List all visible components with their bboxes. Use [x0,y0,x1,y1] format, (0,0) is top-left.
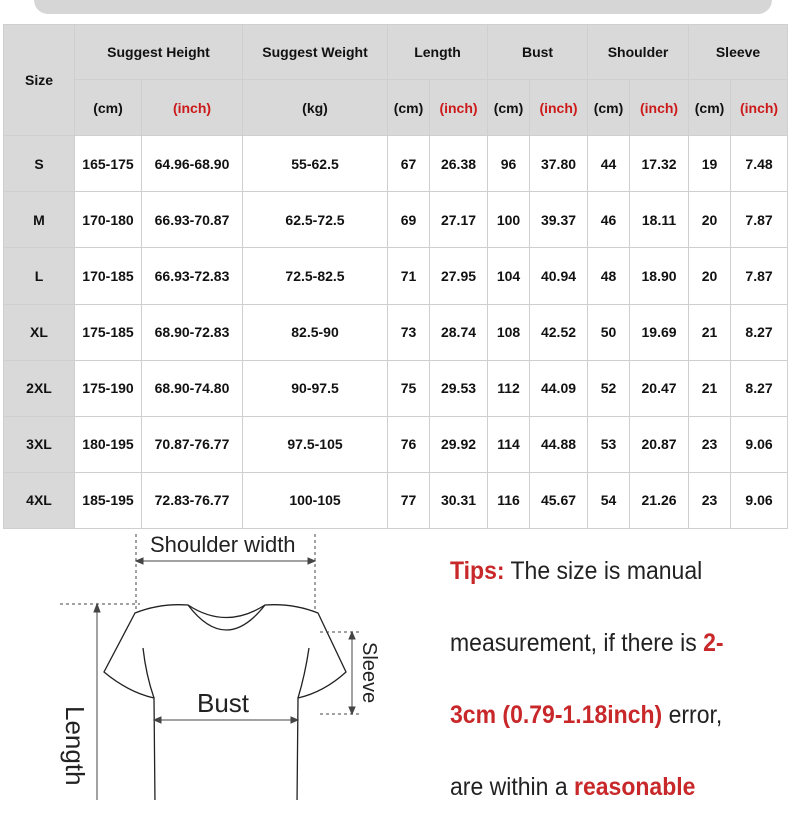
table-cell: 90-97.5 [243,360,388,416]
table-cell: 68.90-74.80 [142,360,243,416]
table-cell: 44.09 [530,360,588,416]
column-header-height: Suggest Height [75,25,243,80]
table-cell: 20 [689,192,731,248]
table-cell: 18.11 [630,192,689,248]
table-cell: 165-175 [75,136,142,192]
table-cell: 71 [388,248,430,304]
table-cell: 20 [689,248,731,304]
table-cell: 17.32 [630,136,689,192]
table-cell: 180-195 [75,416,142,472]
table-cell: 23 [689,416,731,472]
tips-highlight: 2- [703,629,724,657]
column-header-bust: Bust [488,25,588,80]
table-cell: 68.90-72.83 [142,304,243,360]
tips-text: error, [662,701,723,729]
table-cell: 50 [588,304,630,360]
size-label: M [4,192,75,248]
table-cell: 76 [388,416,430,472]
table-cell: 66.93-70.87 [142,192,243,248]
tshirt-measurement-diagram [0,530,430,800]
table-cell: 26.38 [430,136,488,192]
table-cell: 40.94 [530,248,588,304]
table-cell: 185-195 [75,472,142,528]
table-cell: 46 [588,192,630,248]
table-cell: 37.80 [530,136,588,192]
unit-cm: (cm) [588,80,630,136]
table-cell: 75 [388,360,430,416]
column-header-shoulder: Shoulder [588,25,689,80]
unit-cm: (cm) [388,80,430,136]
table-cell: 9.06 [731,416,788,472]
table-cell: 45.67 [530,472,588,528]
column-header-weight: Suggest Weight [243,25,388,80]
tips-line-3 [450,679,767,751]
table-cell: 53 [588,416,630,472]
column-header-length: Length [388,25,488,80]
unit-inch: (inch) [731,80,788,136]
table-cell: 66.93-72.83 [142,248,243,304]
table-cell: 7.87 [731,248,788,304]
tips-line-2 [450,607,767,679]
table-cell: 64.96-68.90 [142,136,243,192]
tips-highlight: reasonable [574,773,696,801]
table-cell: 19.69 [630,304,689,360]
table-cell: 114 [488,416,530,472]
tips-line-4 [450,751,767,823]
size-header: Size [4,25,75,136]
table-cell: 21.26 [630,472,689,528]
table-row [4,360,788,416]
table-cell: 29.92 [430,416,488,472]
table-row [4,416,788,472]
table-cell: 42.52 [530,304,588,360]
table-cell: 82.5-90 [243,304,388,360]
size-label: XL [4,304,75,360]
table-row [4,248,788,304]
table-cell: 8.27 [731,304,788,360]
column-header-sleeve: Sleeve [689,25,788,80]
tips-line-1 [450,535,767,607]
table-cell: 116 [488,472,530,528]
measurement-guide-lines [60,534,360,800]
table-cell: 30.31 [430,472,488,528]
unit-cm: (cm) [75,80,142,136]
table-cell: 7.48 [731,136,788,192]
table-cell: 27.95 [430,248,488,304]
table-cell: 28.74 [430,304,488,360]
size-label: S [4,136,75,192]
length-label: Length [60,706,90,786]
table-cell: 73 [388,304,430,360]
table-cell: 67 [388,136,430,192]
sleeve-label: Sleeve [358,642,380,704]
unit-inch: (inch) [530,80,588,136]
shoulder-width-label: Shoulder width [150,532,296,557]
table-cell: 96 [488,136,530,192]
table-cell: 7.87 [731,192,788,248]
size-label: 2XL [4,360,75,416]
table-cell: 62.5-72.5 [243,192,388,248]
table-cell: 21 [689,360,731,416]
table-cell: 20.47 [630,360,689,416]
table-cell: 9.06 [731,472,788,528]
table-cell: 72.5-82.5 [243,248,388,304]
table-cell: 20.87 [630,416,689,472]
table-row [4,472,788,528]
tips-label: Tips: [450,557,505,585]
tips-highlight: 3cm (0.79-1.18inch) [450,701,663,729]
tips-note [450,535,767,823]
unit-kg: (kg) [243,80,388,136]
size-chart-table [3,24,788,529]
unit-inch: (inch) [630,80,689,136]
table-cell: 52 [588,360,630,416]
bust-label: Bust [197,688,250,718]
top-banner-bar [34,0,772,14]
table-cell: 23 [689,472,731,528]
table-cell: 70.87-76.77 [142,416,243,472]
table-cell: 100-105 [243,472,388,528]
table-cell: 175-185 [75,304,142,360]
table-cell: 39.37 [530,192,588,248]
table-cell: 29.53 [430,360,488,416]
table-cell: 44.88 [530,416,588,472]
table-cell: 21 [689,304,731,360]
table-cell: 104 [488,248,530,304]
table-cell: 54 [588,472,630,528]
table-row [4,136,788,192]
table-cell: 97.5-105 [243,416,388,472]
tips-text: are within a [450,773,575,801]
table-cell: 170-180 [75,192,142,248]
size-rows [4,136,788,529]
unit-inch: (inch) [430,80,488,136]
size-label: L [4,248,75,304]
table-cell: 72.83-76.77 [142,472,243,528]
table-cell: 48 [588,248,630,304]
unit-cm: (cm) [488,80,530,136]
table-cell: 175-190 [75,360,142,416]
table-cell: 18.90 [630,248,689,304]
table-cell: 19 [689,136,731,192]
table-cell: 112 [488,360,530,416]
unit-inch: (inch) [142,80,243,136]
tips-text: measurement, if there is [450,629,704,657]
table-cell: 55-62.5 [243,136,388,192]
table-row [4,304,788,360]
table-cell: 8.27 [731,360,788,416]
table-row [4,192,788,248]
table-cell: 108 [488,304,530,360]
table-cell: 170-185 [75,248,142,304]
table-cell: 77 [388,472,430,528]
table-cell: 69 [388,192,430,248]
size-label: 3XL [4,416,75,472]
table-cell: 27.17 [430,192,488,248]
table-cell: 100 [488,192,530,248]
table-cell: 44 [588,136,630,192]
unit-cm: (cm) [689,80,731,136]
size-label: 4XL [4,472,75,528]
tips-text: The size is manual [504,557,703,585]
